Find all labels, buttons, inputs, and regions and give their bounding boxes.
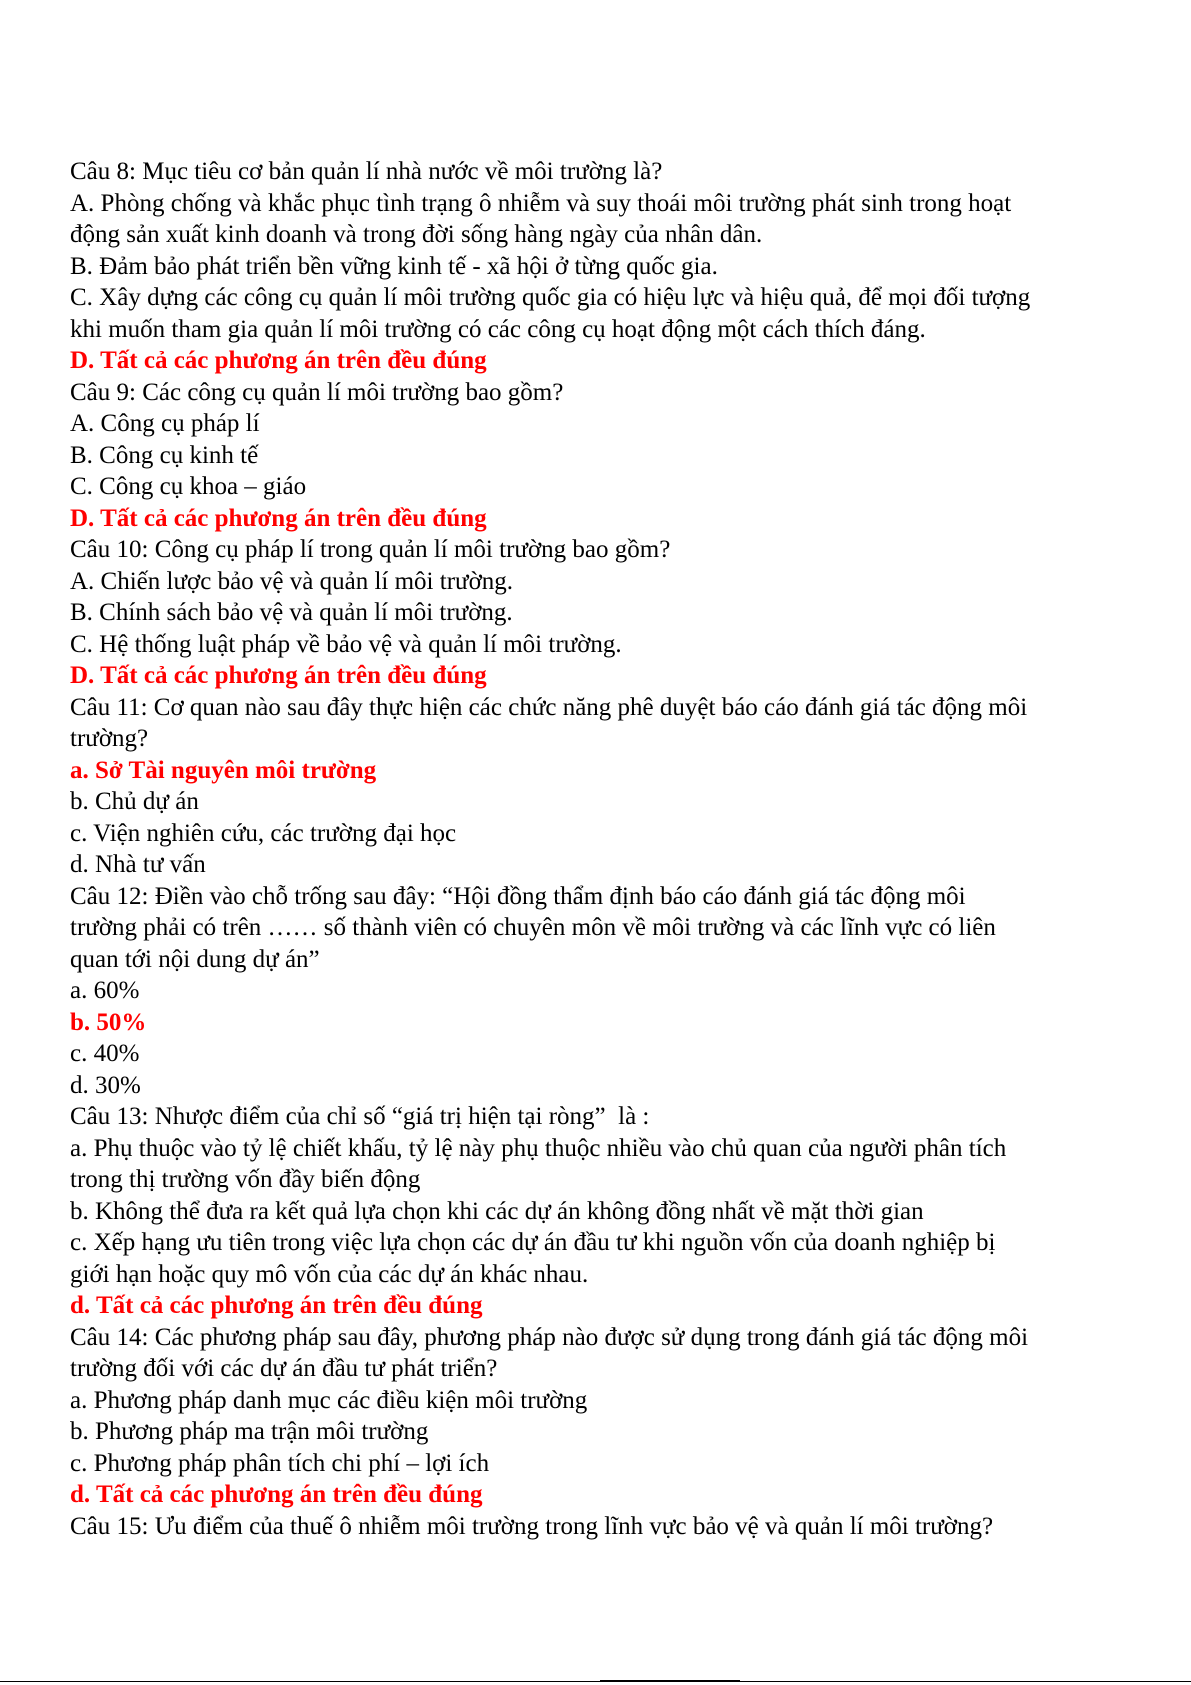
text-line: d. Nhà tư vấn bbox=[70, 851, 206, 878]
text-line: Câu 10: Công cụ pháp lí trong quản lí môi trường bao gồm? bbox=[70, 536, 671, 563]
footer-rule-accent bbox=[600, 1680, 740, 1682]
text-line: động sản xuất kinh doanh và trong đời sống hàng ngày của nhân dân. bbox=[70, 221, 763, 248]
text-line: Câu 8: Mục tiêu cơ bản quản lí nhà nước về môi trường là? bbox=[70, 158, 663, 185]
text-line: trường đối với các dự án đầu tư phát triển? bbox=[70, 1355, 498, 1382]
text-line: b. Phương pháp ma trận môi trường bbox=[70, 1418, 429, 1445]
text-line: Câu 11: Cơ quan nào sau đây thực hiện các chức năng phê duyệt báo cáo đánh giá tác động môi bbox=[70, 693, 1028, 721]
text-line: trường? bbox=[70, 725, 149, 752]
document-body bbox=[70, 156, 1150, 1542]
correct-answer-line: b. 50% bbox=[70, 1008, 147, 1036]
text-line: a. 60% bbox=[70, 977, 140, 1004]
text-line: trường phải có trên …… số thành viên có chuyên môn về môi trường và các lĩnh vực có liên bbox=[70, 914, 996, 941]
correct-answer-line: d. Tất cả các phương án trên đều đúng bbox=[70, 1292, 483, 1319]
text-line: b. Chủ dự án bbox=[70, 788, 199, 815]
text-line: a. Phụ thuộc vào tỷ lệ chiết khấu, tỷ lệ này phụ thuộc nhiều vào chủ quan của người phân tích bbox=[70, 1134, 1007, 1162]
text-line: B. Đảm bảo phát triển bền vững kinh tế - xã hội ở từng quốc gia. bbox=[70, 252, 718, 280]
text-line: c. 40% bbox=[70, 1040, 140, 1067]
text-line: C. Xây dựng các công cụ quản lí môi trường quốc gia có hiệu lực và hiệu quả, để mọi đối tượng bbox=[70, 284, 1031, 311]
text-line: giới hạn hoặc quy mô vốn của các dự án khác nhau. bbox=[70, 1260, 589, 1288]
correct-answer-line: D. Tất cả các phương án trên đều đúng bbox=[70, 504, 487, 532]
correct-answer-line: a. Sở Tài nguyên môi trường bbox=[70, 756, 377, 784]
text-line: A. Phòng chống và khắc phục tình trạng ô nhiễm và suy thoái môi trường phát sinh trong hoạt bbox=[70, 189, 1012, 217]
text-line: d. 30% bbox=[70, 1071, 141, 1099]
text-line: B. Công cụ kinh tế bbox=[70, 441, 259, 469]
text-line: c. Phương pháp phân tích chi phí – lợi ích bbox=[70, 1449, 490, 1477]
text-line: C. Công cụ khoa – giáo bbox=[70, 473, 307, 500]
correct-answer-line: D. Tất cả các phương án trên đều đúng bbox=[70, 347, 487, 374]
text-line: Câu 15: Ưu điểm của thuế ô nhiễm môi trường trong lĩnh vực bảo vệ và quản lí môi trường? bbox=[70, 1512, 994, 1540]
correct-answer-line: d. Tất cả các phương án trên đều đúng bbox=[70, 1481, 483, 1508]
text-line: b. Không thể đưa ra kết quả lựa chọn khi các dự án không đồng nhất về mặt thời gian bbox=[70, 1197, 924, 1225]
text-line: khi muốn tham gia quản lí môi trường có các công cụ hoạt động một cách thích đáng. bbox=[70, 315, 926, 343]
text-line: A. Chiến lược bảo vệ và quản lí môi trường. bbox=[70, 567, 514, 595]
text-line: Câu 12: Điền vào chỗ trống sau đây: “Hội đồng thẩm định báo cáo đánh giá tác động môi bbox=[70, 882, 966, 910]
text-line: Câu 14: Các phương pháp sau đây, phương pháp nào được sử dụng trong đánh giá tác động môi bbox=[70, 1323, 1029, 1351]
text-line: Câu 9: Các công cụ quản lí môi trường bao gồm? bbox=[70, 378, 564, 406]
text-line: quan tới nội dung dự án” bbox=[70, 945, 320, 973]
text-line: B. Chính sách bảo vệ và quản lí môi trường. bbox=[70, 599, 513, 626]
text-line: A. Công cụ pháp lí bbox=[70, 410, 260, 437]
text-line: c. Xếp hạng ưu tiên trong việc lựa chọn các dự án đầu tư khi nguồn vốn của doanh nghiệp bị bbox=[70, 1229, 996, 1256]
text-line: a. Phương pháp danh mục các điều kiện môi trường bbox=[70, 1386, 588, 1414]
text-line: Câu 13: Nhược điểm của chỉ số “giá trị hiện tại ròng” là : bbox=[70, 1103, 650, 1130]
text-line: trong thị trường vốn đầy biến động bbox=[70, 1166, 421, 1193]
footer-rule bbox=[0, 1681, 1191, 1682]
text-line: C. Hệ thống luật pháp về bảo vệ và quản lí môi trường. bbox=[70, 630, 622, 658]
correct-answer-line: D. Tất cả các phương án trên đều đúng bbox=[70, 662, 487, 689]
text-line: c. Viện nghiên cứu, các trường đại học bbox=[70, 819, 457, 847]
